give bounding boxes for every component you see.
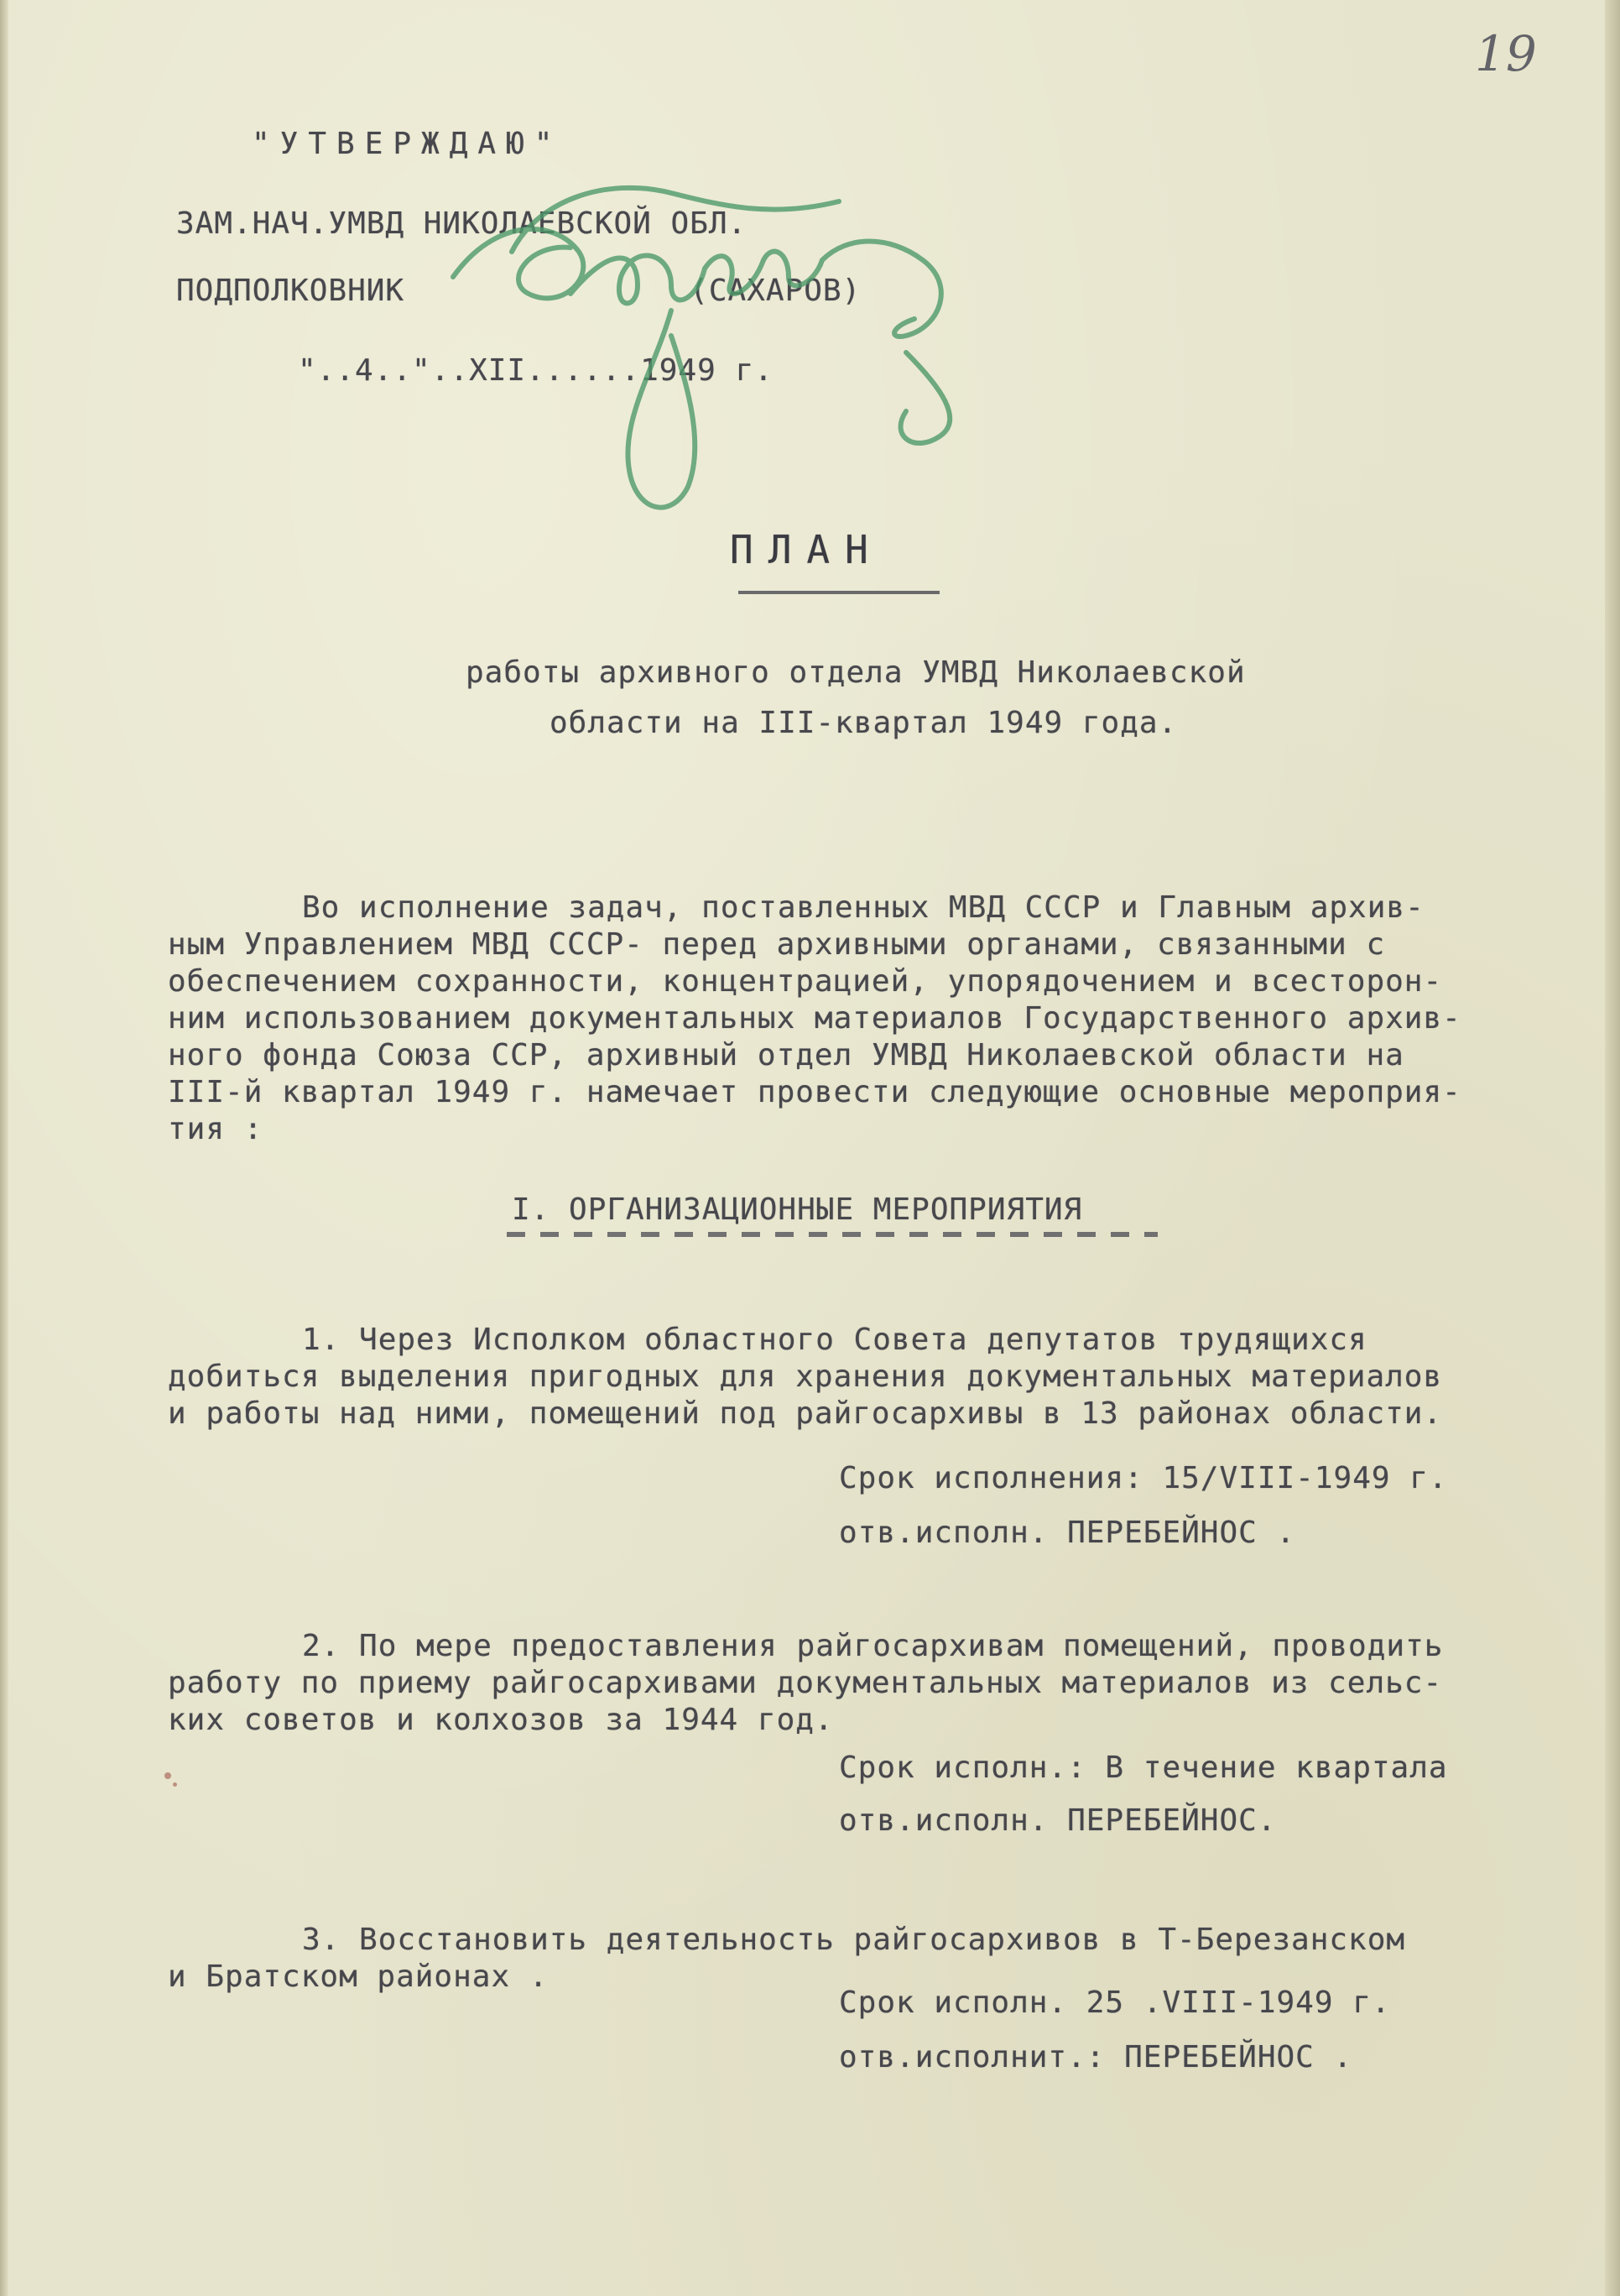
title-underline	[738, 591, 940, 594]
item-line: и работы над ними, помещений под райгосархивы в 13 районах области.	[168, 1396, 1443, 1431]
subtitle-line-1: работы архивного отдела УМВД Николаевской	[466, 655, 1246, 690]
item-2-deadline: Срок исполн.: В течение квартала	[839, 1751, 1448, 1785]
intro-line: ным Управлением МВД СССР- перед архивными органами, связанными с	[168, 927, 1386, 962]
item-2-responsible: отв.исполн. ПЕРЕБЕЙНОС.	[839, 1803, 1277, 1838]
item-line: и Братском районах .	[168, 1959, 549, 1994]
intro-line: обеспечением сохранности, концентрацией, упорядочением и всесторон-	[168, 964, 1443, 999]
item-line: 1. Через Исполком областного Совета депутатов трудящихся	[302, 1323, 1367, 1357]
item-3-responsible: отв.исполнит.: ПЕРЕБЕЙНОС .	[839, 2040, 1353, 2074]
handwritten-signature	[419, 168, 1007, 537]
approval-date: "..4.."..XII......1949 г.	[298, 353, 774, 388]
item-1-deadline: Срок исполнения: 15/VIII-1949 г.	[839, 1461, 1448, 1495]
item-line: 3. Восстановить деятельность райгосархивов в Т-Березанском	[302, 1923, 1406, 1957]
plan-item-1	[168, 1322, 1594, 1432]
intro-line: тия :	[168, 1112, 263, 1146]
item-3-deadline: Срок исполн. 25 .VIII-1949 г.	[839, 1986, 1391, 2020]
item-line: работу по приему райгосархивами документальных материалов из сельс-	[168, 1666, 1443, 1700]
item-line: ких советов и колхозов за 1944 год.	[168, 1703, 834, 1737]
approval-rank-name: ПОДПОЛКОВНИК (САХАРОВ)	[176, 274, 862, 308]
subtitle-line-2: области на III-квартал 1949 года.	[550, 706, 1178, 740]
intro-line: ним использованием документальных материалов Государственного архив-	[168, 1001, 1461, 1036]
intro-line: Во исполнение задач, поставленных МВД СССР и Главным архив-	[302, 890, 1425, 925]
ink-stain	[164, 1772, 171, 1779]
document-title: ПЛАН	[730, 527, 883, 572]
page-edge-left	[0, 0, 8, 2296]
plan-item-2	[168, 1628, 1594, 1739]
approval-heading: "УТВЕРЖДАЮ"	[252, 127, 563, 161]
section-heading: I. ОРГАНИЗАЦИОННЫЕ МЕРОПРИЯТИЯ	[512, 1192, 1083, 1227]
ink-stain	[173, 1782, 177, 1787]
item-line: 2. По мере предоставления райгосархивам помещений, проводить	[302, 1629, 1444, 1663]
intro-line: III-й квартал 1949 г. намечает провести следующие основные мероприя-	[168, 1075, 1461, 1109]
approval-position: ЗАМ.НАЧ.УМВД НИКОЛАЕВСКОЙ ОБЛ.	[176, 206, 747, 241]
intro-line: ного фонда Союза ССР, архивный отдел УМВД Николаевской области на	[168, 1038, 1404, 1072]
section-dashed-rule	[507, 1232, 1158, 1237]
folio-number: 19	[1475, 25, 1537, 82]
item-line: добиться выделения пригодных для хранения документальных материалов	[168, 1359, 1443, 1394]
intro-paragraph	[168, 890, 1594, 1148]
item-1-responsible: отв.исполн. ПЕРЕБЕЙНОС .	[839, 1516, 1296, 1550]
